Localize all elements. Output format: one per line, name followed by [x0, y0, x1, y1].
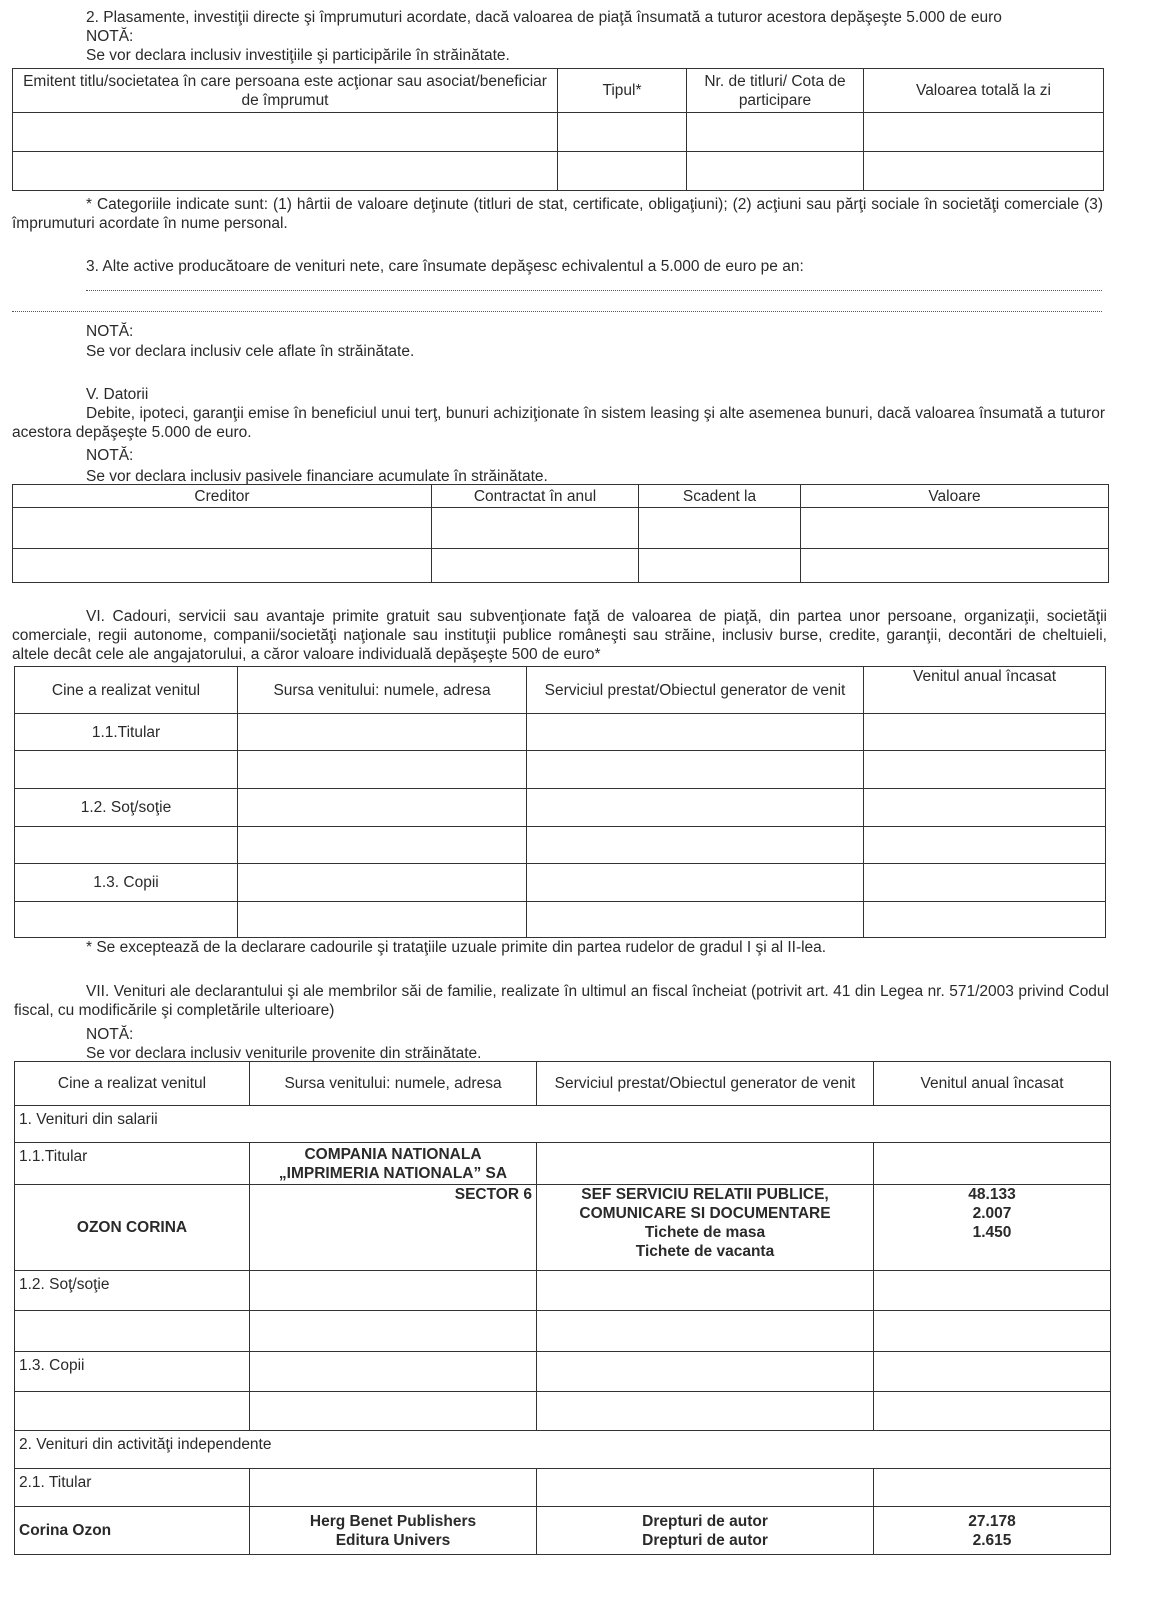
- section2-nota: NOTĂ:: [86, 28, 134, 45]
- table-row: [13, 549, 1109, 583]
- table-row: [15, 751, 1106, 789]
- section5-nota: NOTĂ:: [86, 447, 134, 464]
- section5-title: V. Datorii: [86, 386, 149, 403]
- service-item: Tichete de vacanta: [635, 1243, 775, 1260]
- row-children: 1.3. Copii: [15, 864, 238, 902]
- col-annual-income: Venitul anual încasat: [864, 667, 1106, 714]
- section7-text: VII. Venituri ale declarantului şi ale membrilor săi de familie, realizate în ultimul an fiscal încheiat (potrivit art. 41 din Legea nr. 571/2003 privind Codul fiscal, cu modificările şi completările ulterioare): [14, 983, 1109, 1019]
- titular-name: OZON CORINA: [15, 1185, 250, 1271]
- section2-heading: 2. Plasamente, investiţii directe şi împrumuturi acordate, dacă valoarea de piaţă însumată a tuturor acestora depăşeşte 5.000 de euro: [86, 9, 1002, 26]
- col-annual-income: Venitul anual încasat: [874, 1062, 1111, 1106]
- col-contracted-year: Contractat în anul: [432, 485, 639, 508]
- col-source: Sursa venitului: numele, adresa: [238, 667, 527, 714]
- section6-text: VI. Cadouri, servicii sau avantaje primite gratuit sau subvenţionate faţă de valoarea de piaţă, din partea unor persoane, organizaţii, societăţii comerciale, regii autonome, companii/societăţi naţionale sau instituţii publice româneşti sau străine, inclusiv burse, credite, garanţii, decontări de cheltuieli, altele decât cele ale angajatorului, a căror valoare individuală depăşeşte 500 de euro*: [12, 608, 1107, 663]
- table-row: [15, 1311, 1111, 1352]
- section5-note: Se vor declara inclusiv pasivele financiare acumulate în străinătate.: [86, 468, 548, 485]
- investments-table: [12, 68, 1104, 191]
- col-service: Serviciul prestat/Obiectul generator de venit: [537, 1062, 874, 1106]
- income-table: [14, 1061, 1111, 1555]
- section2-note: Se vor declara inclusiv investiţiile şi participările în străinătate.: [86, 47, 510, 64]
- service-item: Drepturi de autor: [642, 1512, 768, 1530]
- row-spouse: 1.2. Soţ/soţie: [15, 789, 238, 827]
- source-item: Herg Benet Publishers: [309, 1512, 477, 1530]
- section2-footnote: * Categoriile indicate sunt: (1) hârtii de valoare deţinute (titluri de stat, certificate, obligaţiuni); (2) acţiuni sau părţi sociale în societăţi comerciale (3) împrumuturi acordate în nume personal.: [12, 196, 1103, 232]
- row-titular-2: 2.1. Titular: [15, 1469, 250, 1507]
- amount-item: 48.133: [968, 1186, 1016, 1203]
- amount-item: 27.178: [968, 1512, 1016, 1530]
- category-independent: 2. Venituri din activităţi independente: [15, 1431, 1111, 1469]
- row-spouse: 1.2. Soţ/soţie: [15, 1271, 250, 1311]
- dotted-line: [12, 311, 1102, 312]
- section6-footnote: * Se exceptează de la declarare cadourile şi trataţiile uzuale primite din partea rudelor de gradul I şi al II-lea.: [86, 939, 827, 956]
- row-titular: 1.1.Titular: [15, 1143, 250, 1185]
- amount-item: 2.007: [972, 1205, 1012, 1222]
- dotted-line: [86, 290, 1102, 291]
- source-item: Editura Univers: [335, 1531, 451, 1549]
- income-sources: [250, 1507, 537, 1555]
- service-item: Tichete de masa: [644, 1224, 766, 1241]
- col-who: Cine a realizat venitul: [15, 1062, 250, 1106]
- table-row: [15, 864, 1106, 902]
- section5-text: Debite, ipoteci, garanţii emise în beneficiul unui terţ, bunuri achiziţionate în sistem leasing şi alte asemenea bunuri, dacă valoarea însumată a tuturor acestora depăşeşte 5.000 de euro.: [12, 405, 1105, 441]
- section3-note: Se vor declara inclusiv cele aflate în străinătate.: [86, 343, 415, 360]
- service-item: SEF SERVICIU RELATII PUBLICE, COMUNICARE SI DOCUMENTARE: [579, 1186, 831, 1222]
- income-services: [537, 1507, 874, 1555]
- table-row: [15, 827, 1106, 864]
- employer-address: SECTOR 6: [250, 1185, 537, 1271]
- titular-name-2: Corina Ozon: [15, 1507, 250, 1555]
- col-service: Serviciul prestat/Obiectul generator de venit: [527, 667, 864, 714]
- table-row: [15, 1392, 1111, 1431]
- table-row: [15, 714, 1106, 751]
- table-row: [13, 113, 1104, 152]
- col-source: Sursa venitului: numele, adresa: [250, 1062, 537, 1106]
- table-row: [13, 508, 1109, 549]
- section3-heading: 3. Alte active producătoare de venituri nete, care însumate depăşesc echivalentul a 5.000 de euro pe an:: [86, 258, 804, 275]
- income-amounts: [874, 1507, 1111, 1555]
- col-due: Scadent la: [639, 485, 801, 508]
- row-titular: 1.1.Titular: [15, 714, 238, 751]
- section3-nota: NOTĂ:: [86, 323, 134, 340]
- section7-nota: NOTĂ:: [86, 1026, 134, 1043]
- employer-name: COMPANIA NATIONALA „IMPRIMERIA NATIONALA” SA: [250, 1143, 537, 1185]
- gifts-table: [14, 666, 1106, 938]
- salary-services: [537, 1185, 874, 1271]
- salary-amounts: [874, 1185, 1111, 1271]
- table-row: [15, 902, 1106, 938]
- debts-table: [12, 484, 1109, 583]
- col-value: Valoare: [801, 485, 1109, 508]
- col-total-value: Valoarea totală la zi: [864, 69, 1104, 113]
- col-shares: Nr. de titluri/ Cota de participare: [687, 69, 864, 113]
- table-row: [15, 789, 1106, 827]
- amount-item: 2.615: [972, 1531, 1012, 1549]
- table-row: [13, 152, 1104, 191]
- col-creditor: Creditor: [13, 485, 432, 508]
- row-children: 1.3. Copii: [15, 1352, 250, 1392]
- col-type: Tipul*: [558, 69, 687, 113]
- col-who: Cine a realizat venitul: [15, 667, 238, 714]
- amount-item: 1.450: [972, 1224, 1012, 1241]
- service-item: Drepturi de autor: [642, 1531, 768, 1549]
- category-salaries: 1. Venituri din salarii: [15, 1106, 1111, 1143]
- section7-note: Se vor declara inclusiv veniturile provenite din străinătate.: [86, 1045, 482, 1062]
- col-issuer: Emitent titlu/societatea în care persoana este acţionar sau asociat/beneficiar de împrumut: [13, 69, 558, 113]
